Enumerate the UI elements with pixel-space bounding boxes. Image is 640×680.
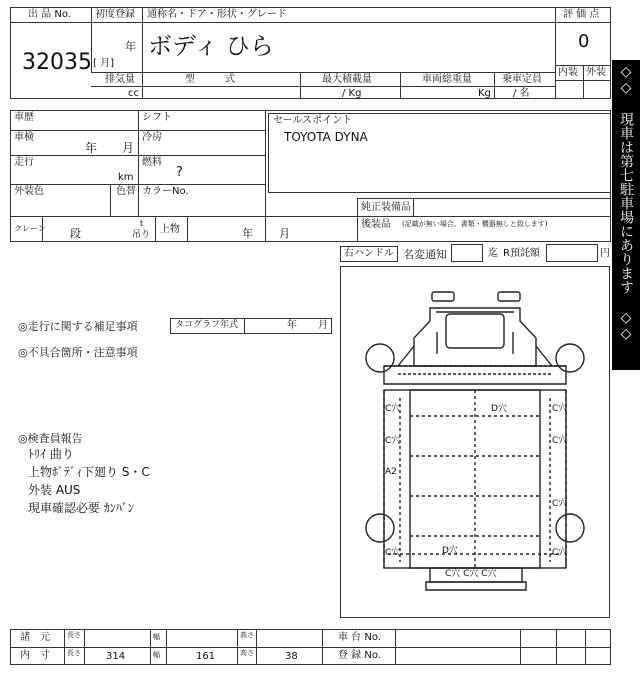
gross-weight-label: 車両総重量 — [422, 74, 472, 85]
mileage-unit: km — [118, 172, 134, 183]
genuine-equipment-label: 純正装備品 — [361, 202, 411, 213]
chassis-label: 車 台 No. — [338, 632, 381, 643]
inner-length-label: 長さ — [67, 649, 81, 657]
bed-month: 月 — [279, 227, 290, 240]
inspection-label: 車検 — [14, 132, 34, 143]
color-no-label: カラーNo. — [142, 186, 189, 197]
side-notice-text: ◇◇ 現車は第七駐車場にあります ◇◇ — [618, 64, 634, 342]
rmark-field — [546, 244, 598, 262]
model-label: 型 式 — [185, 74, 235, 85]
name-change-label: 名変通知 — [403, 248, 447, 261]
tacho-month: 月 — [318, 320, 328, 331]
fuel-label: 燃料 — [142, 157, 162, 168]
truck-diagram — [340, 266, 610, 618]
first-reg-label: 初度登録 — [95, 9, 135, 20]
steering-value: 右ハンドル — [344, 248, 394, 259]
sales-point-label: セールスポイント — [273, 115, 353, 126]
name-change-field — [451, 244, 483, 262]
lot-no: 32035 — [22, 50, 92, 75]
gross-weight-unit: Kg — [478, 88, 491, 99]
ac-label: 冷房 — [142, 132, 162, 143]
sales-point-value: TOYOTA DYNA — [284, 130, 368, 144]
body-type: ボディ ひら — [148, 32, 274, 60]
inspector-title: ◎検査員報告 — [18, 432, 83, 445]
shift-label: シフト — [142, 112, 172, 123]
lot-no-label: 出 品 No. — [28, 9, 71, 20]
color-change-label: 色替 — [116, 186, 136, 197]
diagram-mark-1: C穴 — [385, 404, 401, 414]
rmark-label: R預託額 — [503, 248, 540, 259]
inner-height-label: 高さ — [240, 649, 254, 657]
crane-stage: 段 — [70, 227, 81, 240]
diagram-mark-8: C穴 — [385, 548, 401, 558]
first-reg-month: [ 月] — [93, 58, 114, 69]
max-load-unit: / Kg — [342, 88, 362, 99]
crane-ton-top: t — [140, 219, 144, 228]
diagram-mark-3: C穴 — [552, 404, 568, 414]
reg-label: 登 録 No. — [338, 650, 381, 661]
rmark-unit: 円 — [600, 248, 610, 259]
mileage-label: 走行 — [14, 157, 34, 168]
inspector-line-1: ﾄﾘｲ 曲り — [28, 447, 74, 461]
diagram-mark-11: C穴 C穴 C穴 — [445, 569, 497, 579]
spec-height-label: 高さ — [240, 631, 254, 639]
diagram-mark-10: C穴 — [552, 548, 568, 558]
rmark-prefix: 迄 — [488, 248, 498, 259]
inner-length-value: 314 — [106, 651, 126, 662]
interior-label: 内装 — [558, 67, 578, 78]
fuel-value: ? — [176, 165, 183, 180]
capacity-unit: / 名 — [513, 88, 530, 99]
inner-label: 内 寸 — [20, 650, 50, 661]
aftermarket-label: 後装品 — [361, 219, 391, 230]
inspection-month: 月 — [122, 141, 135, 155]
spec-label: 諸 元 — [20, 632, 50, 643]
inspector-line-4: 現車確認必要 ｶﾝﾊﾞﾝ — [28, 501, 134, 515]
displacement-label: 排気量 — [105, 74, 135, 85]
diagram-mark-4: C穴 — [385, 436, 401, 446]
diagram-mark-9: D穴 — [442, 546, 458, 556]
history-label: 車歴 — [14, 112, 34, 123]
first-reg-year: 年 — [125, 40, 136, 53]
crane-ton-bottom: 吊り — [132, 230, 151, 240]
defects-title: ◎不具合箇所・注意事項 — [18, 346, 138, 359]
name-label: 通称名・ドア・形状・グレード — [147, 9, 287, 20]
diagram-mark-7: C穴 — [552, 499, 568, 509]
spec-width-label: 幅 — [153, 633, 160, 641]
max-load-label: 最大積載量 — [322, 74, 372, 85]
bed-year: 年 — [242, 227, 253, 240]
exterior-label: 外装 — [586, 67, 606, 78]
running-notes-title: ◎走行に関する補足事項 — [18, 320, 138, 333]
spec-length-label: 長さ — [67, 631, 81, 639]
bed-label: 上物 — [160, 224, 180, 235]
diagram-mark-2: D穴 — [491, 404, 507, 414]
crane-label: クレーン — [14, 224, 46, 233]
tacho-label: タコグラフ年式 — [175, 320, 239, 330]
inspection-year: 年 — [85, 141, 98, 155]
score-label: 評 価 点 — [563, 9, 600, 20]
inner-height-value: 38 — [285, 651, 298, 662]
score-value: 0 — [578, 31, 590, 52]
capacity-label: 乗車定員 — [502, 74, 542, 85]
displacement-unit: cc — [128, 88, 139, 99]
tacho-year: 年 — [287, 320, 297, 331]
diagram-mark-6: A2 — [385, 467, 397, 477]
inspector-line-2: 上物ﾎﾞﾃﾞｨ下廻り S・C — [28, 465, 150, 479]
aftermarket-note: (記載が無い場合、書類・機器無しと致します) — [402, 220, 548, 228]
inner-width-value: 161 — [196, 651, 216, 662]
inspector-line-3: 外装 AUS — [28, 483, 81, 497]
diagram-mark-5: C穴 — [552, 436, 568, 446]
inner-width-label: 幅 — [153, 651, 160, 659]
ext-color-label: 外装色 — [14, 186, 44, 197]
